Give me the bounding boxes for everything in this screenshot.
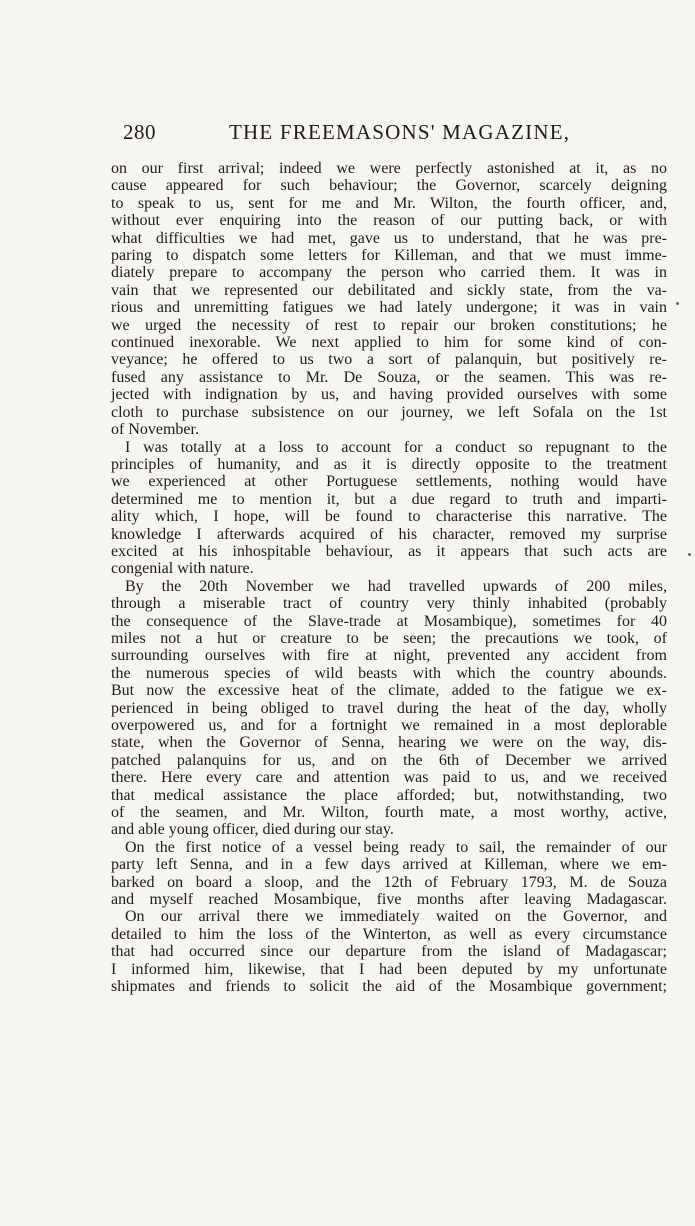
text-line: to speak to us, sent for me and Mr. Wilton, the fourth officer, and, [111, 194, 667, 212]
text-line: that had occurred since our departure from the island of Madagascar; [111, 943, 667, 961]
text-line: On the first notice of a vessel being ready to sail, the remainder of our [125, 838, 667, 856]
text-line: fused any assistance to Mr. De Souza, or the seamen. This was re- [111, 368, 667, 386]
text-line: state, when the Governor of Senna, hearing we were on the way, dis- [111, 734, 667, 752]
paragraph [111, 578, 667, 839]
text-line: patched palanquins for us, and on the 6th of December we arrived [111, 751, 667, 769]
text-line: paring to dispatch some letters for Killeman, and that we must imme- [111, 247, 667, 265]
text-line: But now the excessive heat of the climate, added to the fatigue we ex- [111, 682, 667, 700]
text-line: of November. [111, 421, 199, 439]
running-title: THE FREEMASONS' MAGAZINE, [229, 120, 571, 144]
text-line: detailed to him the loss of the Winterton, as well as every circumstance [111, 925, 667, 943]
text-line: I informed him, likewise, that I had been deputed by my unfortunate [111, 960, 667, 978]
text-line: without ever enquiring into the reason of our putting back, or with [111, 212, 667, 230]
text-line: determined me to mention it, but a due regard to truth and imparti- [111, 490, 667, 508]
page-header [123, 120, 688, 148]
text-line: shipmates and friends to solicit the aid of the Mosambique government; [111, 978, 667, 996]
text-line: surrounding ourselves with fire at night, prevented any accident from [111, 647, 667, 665]
text-line: diately prepare to accompany the person who carried them. It was in [111, 264, 667, 282]
text-line: veyance; he offered to us two a sort of palanquin, but positively re- [111, 351, 667, 369]
text-line: through a miserable tract of country very thinly inhabited (probably [111, 595, 667, 613]
text-line: what difficulties we had met, gave us to understand, that he was pre- [111, 229, 667, 247]
text-line: overpowered us, and for a fortnight we remained in a most deplorable [111, 717, 667, 734]
text-line: On our arrival there we immediately waited on the Governor, and [125, 908, 667, 926]
page-number: 280 [123, 120, 156, 144]
paragraph [111, 439, 667, 578]
text-line: barked on board a sloop, and the 12th of February 1793, M. de Souza [111, 873, 667, 891]
text-line: the consequence of the Slave-trade at Mosambique), sometimes for 40 [111, 612, 667, 630]
text-line: continued inexorable. We next applied to him for some kind of con- [111, 334, 667, 352]
text-line: party left Senna, and in a few days arrived at Killeman, where we em- [111, 856, 667, 874]
text-line: cause appeared for such behaviour; the Governor, scarcely deigning [111, 177, 667, 195]
paragraph [111, 160, 667, 439]
text-line: excited at his inhospitable behaviour, as it appears that such acts are [111, 542, 667, 560]
text-line: that medical assistance the place afforded; but, notwithstanding, two [111, 786, 667, 804]
text-line: we urged the necessity of rest to repair our broken constitutions; he [111, 316, 667, 334]
text-line: and myself reached Mosambique, five months after leaving Madagascar. [111, 891, 667, 909]
text-line: miles not a hut or creature to be seen; the precautions we took, of [111, 629, 667, 647]
text-line: and able young officer, died during our stay. [111, 821, 394, 839]
text-line: there. Here every care and attention was paid to us, and we received [111, 769, 667, 787]
text-line: congenial with nature. [111, 560, 254, 578]
text-line: we experienced at other Portuguese settlements, nothing would have [111, 473, 667, 491]
ink-speck [676, 302, 679, 305]
text-line: jected with indignation by us, and having provided ourselves with some [111, 386, 667, 404]
paragraph [111, 908, 667, 995]
text-line: ality which, I hope, will be found to characterise this narrative. The [111, 508, 667, 526]
text-line: the numerous species of wild beasts with which the country abounds. [111, 664, 667, 682]
text-line: knowledge I afterwards acquired of his character, removed my surprise [111, 525, 667, 543]
text-line: vain that we represented our debilitated and sickly state, from the va- [111, 281, 667, 299]
text-line: I was totally at a loss to account for a conduct so repugnant to the [125, 438, 667, 456]
paragraph [111, 839, 667, 909]
text-line: on our first arrival; indeed we were perfectly astonished at it, as no [111, 160, 667, 177]
ink-speck [688, 553, 691, 556]
text-line: By the 20th November we had travelled upwards of 200 miles, [125, 577, 667, 595]
text-line: perienced in being obliged to travel during the heat of the day, wholly [111, 699, 667, 717]
text-line: principles of humanity, and as it is directly opposite to the treatment [111, 455, 667, 473]
text-line: of the seamen, and Mr. Wilton, fourth mate, a most worthy, active, [111, 804, 667, 822]
text-line: cloth to purchase subsistence on our journey, we left Sofala on the 1st [111, 403, 667, 421]
body-text [111, 160, 667, 996]
text-line: rious and unremitting fatigues we had lately undergone; it was in vain [111, 299, 667, 317]
